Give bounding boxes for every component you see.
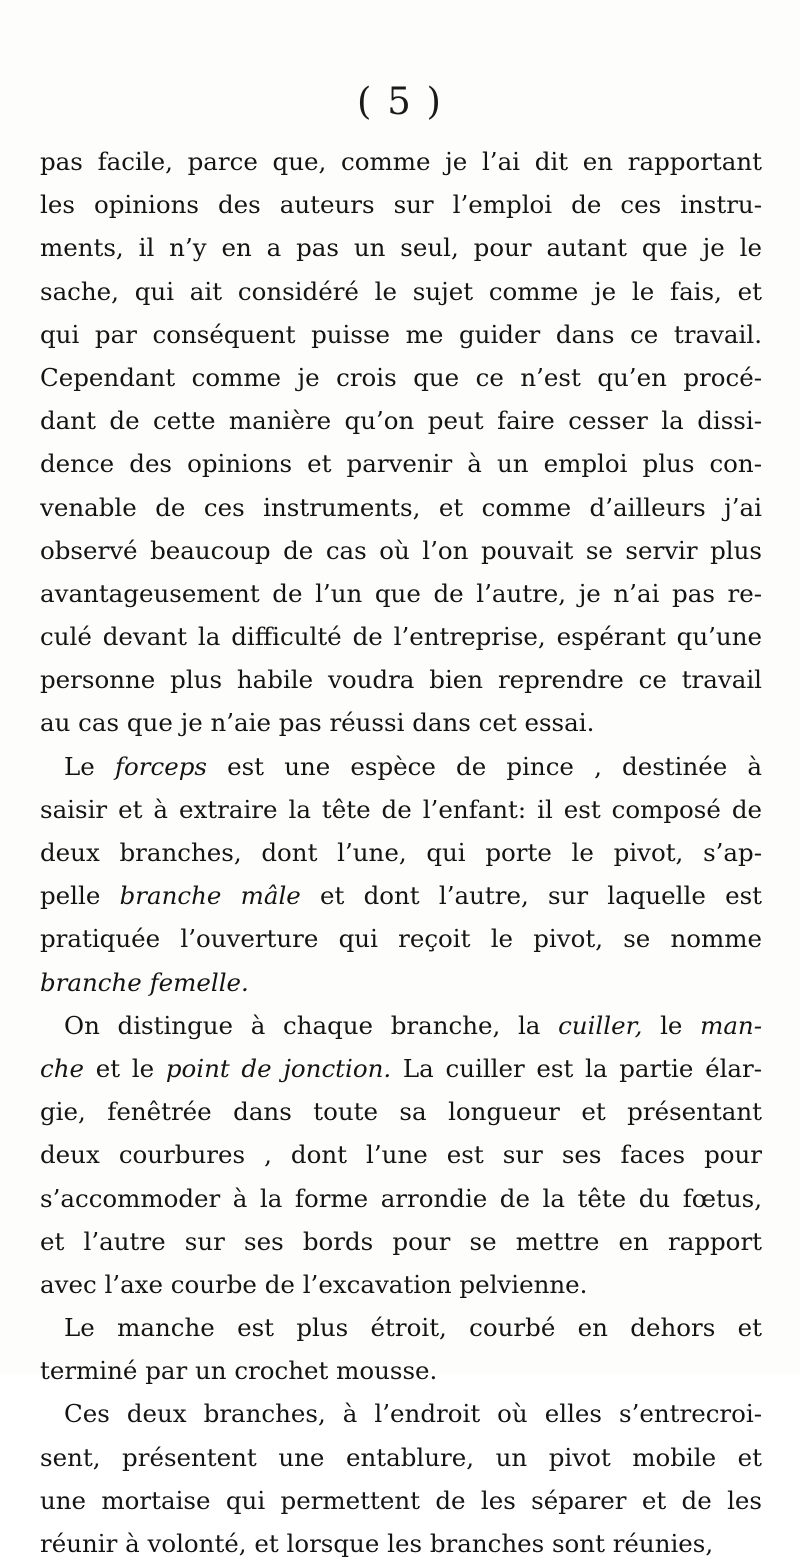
paragraph [40, 1306, 762, 1392]
text-line [40, 831, 762, 874]
italic-term: point de jonction. [165, 1053, 392, 1083]
text-line [40, 1479, 762, 1522]
text-line [40, 745, 762, 788]
text-line [40, 270, 762, 313]
text-line [40, 1220, 762, 1263]
text-line [40, 1004, 762, 1047]
text-segment: La cuiller est la partie élar- [391, 1053, 762, 1083]
text-line [40, 701, 762, 744]
text-segment: dence des opinions et parvenir à un emploi plus con- [40, 449, 762, 479]
text-segment: pratiquée l’ouverture qui reçoit le pivot, se nomme [40, 924, 762, 954]
text-segment: et dont l’autre, sur laquelle est [300, 881, 762, 911]
text-line [40, 1392, 762, 1435]
text-line [40, 442, 762, 485]
text-segment: pelle [40, 881, 120, 911]
text-line [40, 399, 762, 442]
text-line [40, 788, 762, 831]
text-line [40, 1090, 762, 1133]
text-segment: dant de cette manière qu’on peut faire cesser la dissi- [40, 406, 762, 436]
text-segment: qui par conséquent puisse me guider dans ce travail. [40, 319, 762, 349]
text-line [40, 1133, 762, 1176]
text-line [40, 140, 762, 183]
text-segment: deux branches, dont l’une, qui porte le pivot, s’ap- [40, 838, 762, 867]
text-segment: et l’autre sur ses bords pour se mettre en rapport [40, 1226, 762, 1256]
text-line [40, 874, 762, 917]
paragraph [40, 1004, 762, 1306]
text-segment: terminé par un crochet mousse. [40, 1356, 438, 1386]
text-line [40, 226, 762, 269]
text-segment: personne plus habile voudra bien reprendre ce travail [40, 665, 762, 695]
text-segment: sent, présentent une entablure, un pivot mobile et [40, 1442, 762, 1472]
paragraph [40, 140, 762, 745]
text-segment: ments, il n’y en a pas un seul, pour autant que je le [40, 233, 762, 263]
text-segment: le [642, 1010, 701, 1040]
italic-term: forceps [114, 751, 207, 781]
text-line [40, 917, 762, 960]
italic-term: cuiller, [558, 1010, 643, 1040]
paragraph [40, 1392, 762, 1565]
text-segment: saisir et à extraire la tête de l’enfant: il est composé de [40, 794, 762, 824]
page-number: ( 5 ) [357, 80, 443, 123]
text-line [40, 658, 762, 701]
text-segment: sache, qui ait considéré le sujet comme je le fais, et [40, 276, 762, 306]
text-line [40, 529, 762, 572]
text-segment: réunir à volonté, et lorsque les branches sont réunies, [40, 1529, 714, 1558]
text-line [40, 1522, 762, 1565]
text-line [40, 1306, 762, 1349]
text-line [40, 1047, 762, 1090]
italic-term: branche mâle [119, 881, 301, 911]
text-segment: Le manche est plus étroit, courbé en dehors et [64, 1313, 762, 1343]
text-segment: observé beaucoup de cas où l’on pouvait se servir plus [40, 535, 762, 565]
text-line [40, 1436, 762, 1479]
text-segment: pas facile, parce que, comme je l’ai dit en rapportant [40, 147, 762, 176]
text-segment: avec l’axe courbe de l’excavation pelvienne. [40, 1269, 588, 1299]
text-line [40, 486, 762, 529]
text-line [40, 1263, 762, 1306]
text-segment: et le [84, 1053, 166, 1083]
text-segment: Le [64, 751, 115, 781]
text-line [40, 1177, 762, 1220]
text-segment: On distingue à chaque branche, la [64, 1010, 559, 1040]
text-line [40, 1349, 762, 1392]
text-segment: au cas que je n’aie pas réussi dans cet essai. [40, 708, 595, 738]
text-segment: s’accommoder à la forme arrondie de la tête du fœtus, [40, 1183, 762, 1213]
text-segment: est une espèce de pince , destinée à [206, 751, 762, 781]
text-line [40, 356, 762, 399]
text-line [40, 615, 762, 658]
text-segment: culé devant la difficulté de l’entreprise, espérant qu’une [40, 622, 762, 652]
text-line [40, 961, 762, 1004]
text-line [40, 313, 762, 356]
italic-term: man- [700, 1010, 762, 1040]
text-segment: Ces deux branches, à l’endroit où elles s’entrecroi- [64, 1399, 762, 1429]
text-line [40, 572, 762, 615]
italic-term: che [40, 1053, 84, 1083]
text-segment: une mortaise qui permettent de les séparer et de les [40, 1485, 762, 1515]
italic-term: branche femelle. [40, 967, 249, 997]
text-segment: les opinions des auteurs sur l’emploi de ces instru- [40, 190, 762, 220]
text-segment: deux courbures , dont l’une est sur ses faces pour [40, 1140, 762, 1170]
paragraph [40, 745, 762, 1004]
text-line [40, 183, 762, 226]
text-segment: avantageusement de l’un que de l’autre, je n’ai pas re- [40, 578, 762, 608]
body-text [40, 140, 762, 1565]
text-segment: Cependant comme je crois que ce n’est qu’en procé- [40, 362, 762, 392]
text-segment: gie, fenêtrée dans toute sa longueur et présentant [40, 1097, 762, 1127]
text-segment: venable de ces instruments, et comme d’ailleurs j’ai [40, 492, 762, 522]
